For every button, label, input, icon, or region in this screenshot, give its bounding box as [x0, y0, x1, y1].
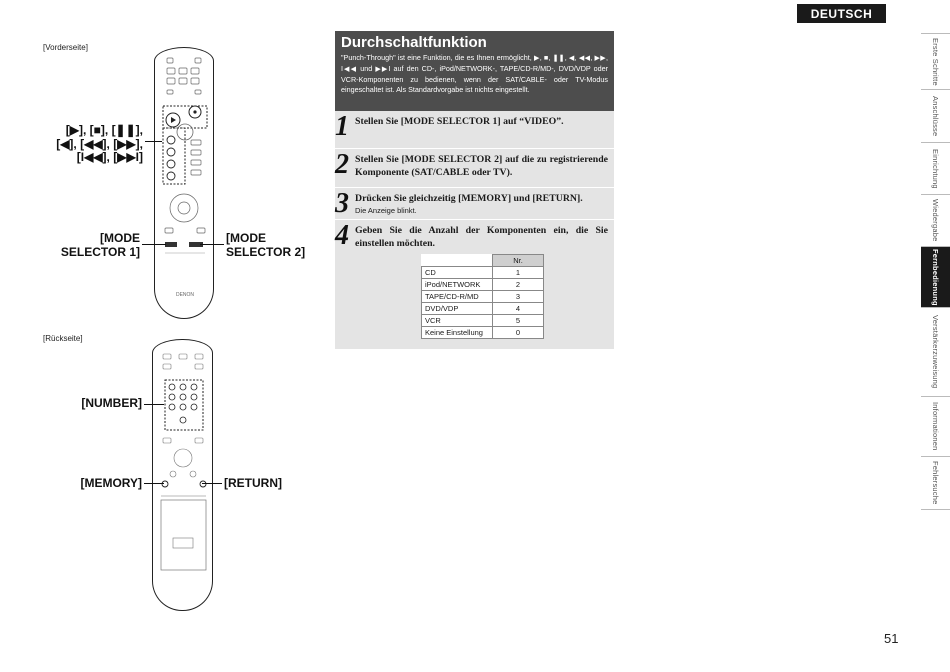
step-3 [335, 188, 614, 220]
remote-front-buttons [155, 48, 215, 320]
table-row [422, 267, 544, 279]
tab-label: Anschlüsse [931, 95, 940, 137]
section-title: Durchschaltfunktion [341, 34, 487, 51]
component-number: 2 [493, 279, 544, 291]
transport-callout-line-3: [I◀◀], [▶▶I] [76, 150, 143, 164]
tab-label: Wiedergabe [931, 199, 940, 242]
section-intro: "Punch-Through" ist eine Funktion, die es Ihnen ermöglicht, ▶, ■, ❚❚, ◀, ◀◀, ▶▶, I◀◀ und ▶▶I auf den CD-, iPod/NETWORK-, TAPE/CD-R/MD-, DVD/VDP oder VCR-Komponenten zu bedienen, wenn der SAT/CABLE- oder TV-Modus eingeschaltet ist. Als Standardvorgabe ist nichts eingestellt. [341, 53, 608, 95]
table-row [422, 303, 544, 315]
transport-callout-line-2: [◀], [◀◀], [▶▶], [56, 136, 143, 151]
component-table-number-header: Nr. [493, 255, 544, 267]
tab-einrichtung[interactable] [921, 142, 950, 194]
mode-selector-2-leader [200, 244, 224, 245]
transport-buttons-callout [40, 124, 143, 165]
step-2-number: 2 [335, 149, 349, 180]
memory-callout: [MEMORY] [80, 476, 142, 490]
tab-verstaerkerzuweisung[interactable] [921, 307, 950, 396]
step-1-text: Stellen Sie [MODE SELECTOR 1] auf “VIDEO”. [355, 116, 564, 127]
mode-selector-2-line-1: [MODE [226, 231, 266, 245]
tab-fernbedienung[interactable] [921, 246, 950, 307]
tab-label: Informationen [931, 402, 940, 451]
step-3-subtext: Die Anzeige blinkt. [355, 206, 417, 215]
tab-fehlersuche[interactable] [921, 456, 950, 510]
panel-header [335, 31, 614, 111]
remote-back-buttons [153, 340, 214, 612]
step-1-number: 1 [335, 111, 349, 142]
tab-label: Fernbedienung [931, 248, 940, 306]
component-number: 1 [493, 267, 544, 279]
tab-label: Fehlersuche [931, 461, 940, 505]
instruction-panel [335, 31, 614, 349]
component-name: TAPE/CD-R/MD [422, 291, 493, 303]
tab-label: Verstärkerzuweisung [931, 315, 940, 389]
component-name: CD [422, 267, 493, 279]
component-name: Keine Einstellung [422, 327, 493, 339]
table-row [422, 291, 544, 303]
component-number: 3 [493, 291, 544, 303]
step-1 [335, 111, 614, 149]
table-row [422, 327, 544, 339]
tab-wiedergabe[interactable] [921, 194, 950, 246]
transport-leader-line [145, 141, 162, 142]
step-3-text: Drücken Sie gleichzeitig [MEMORY] und [RETURN]. [355, 193, 583, 204]
tab-anschluesse[interactable] [921, 89, 950, 142]
component-name: DVD/VDP [422, 303, 493, 315]
component-name: iPod/NETWORK [422, 279, 493, 291]
step-2 [335, 149, 614, 188]
component-table-header-row [422, 255, 544, 267]
table-row [422, 315, 544, 327]
component-table-blank-header [422, 255, 493, 267]
remote-front-illustration [154, 47, 214, 319]
remote-brand-text: DENON [175, 292, 195, 298]
mode-selector-1-line-2: SELECTOR 1] [60, 244, 140, 259]
step-4-number: 4 [335, 220, 349, 251]
tab-label: Erste Schritte [931, 37, 940, 86]
step-3-number: 3 [335, 188, 349, 219]
step-4-text: Geben Sie die Anzahl der Komponenten ein, die Sie einstellen möchten. [355, 225, 608, 249]
component-number: 0 [493, 327, 544, 339]
mode-selector-1-leader [142, 244, 166, 245]
step-2-text: Stellen Sie [MODE SELECTOR 2] auf die zu registrierende Komponente (SAT/CABLE oder TV). [355, 154, 608, 178]
mode-selector-1-callout [60, 232, 140, 259]
transport-callout-line-1: [▶], [■], [❚❚], [65, 123, 143, 137]
mode-selector-2-callout [226, 232, 306, 259]
remote-back-illustration [152, 339, 213, 611]
component-number: 4 [493, 303, 544, 315]
tab-informationen[interactable] [921, 396, 950, 456]
return-callout: [RETURN] [224, 476, 282, 490]
step-4 [335, 220, 614, 339]
tab-label: Einrichtung [931, 148, 940, 189]
chapter-tabs [921, 33, 950, 510]
component-name: VCR [422, 315, 493, 327]
number-leader [144, 404, 164, 405]
language-badge: DEUTSCH [797, 4, 886, 23]
number-callout: [NUMBER] [81, 396, 142, 410]
mode-selector-1-line-1: [MODE [100, 231, 140, 245]
table-row [422, 279, 544, 291]
tab-erste-schritte[interactable] [921, 33, 950, 89]
memory-leader [144, 483, 164, 484]
return-leader [202, 483, 222, 484]
back-side-label: [Rückseite] [43, 334, 83, 343]
component-number: 5 [493, 315, 544, 327]
front-side-label: [Vorderseite] [43, 43, 88, 52]
mode-selector-2-line-2: SELECTOR 2] [226, 244, 306, 259]
page-number: 51 [884, 631, 899, 646]
component-table [421, 254, 544, 339]
